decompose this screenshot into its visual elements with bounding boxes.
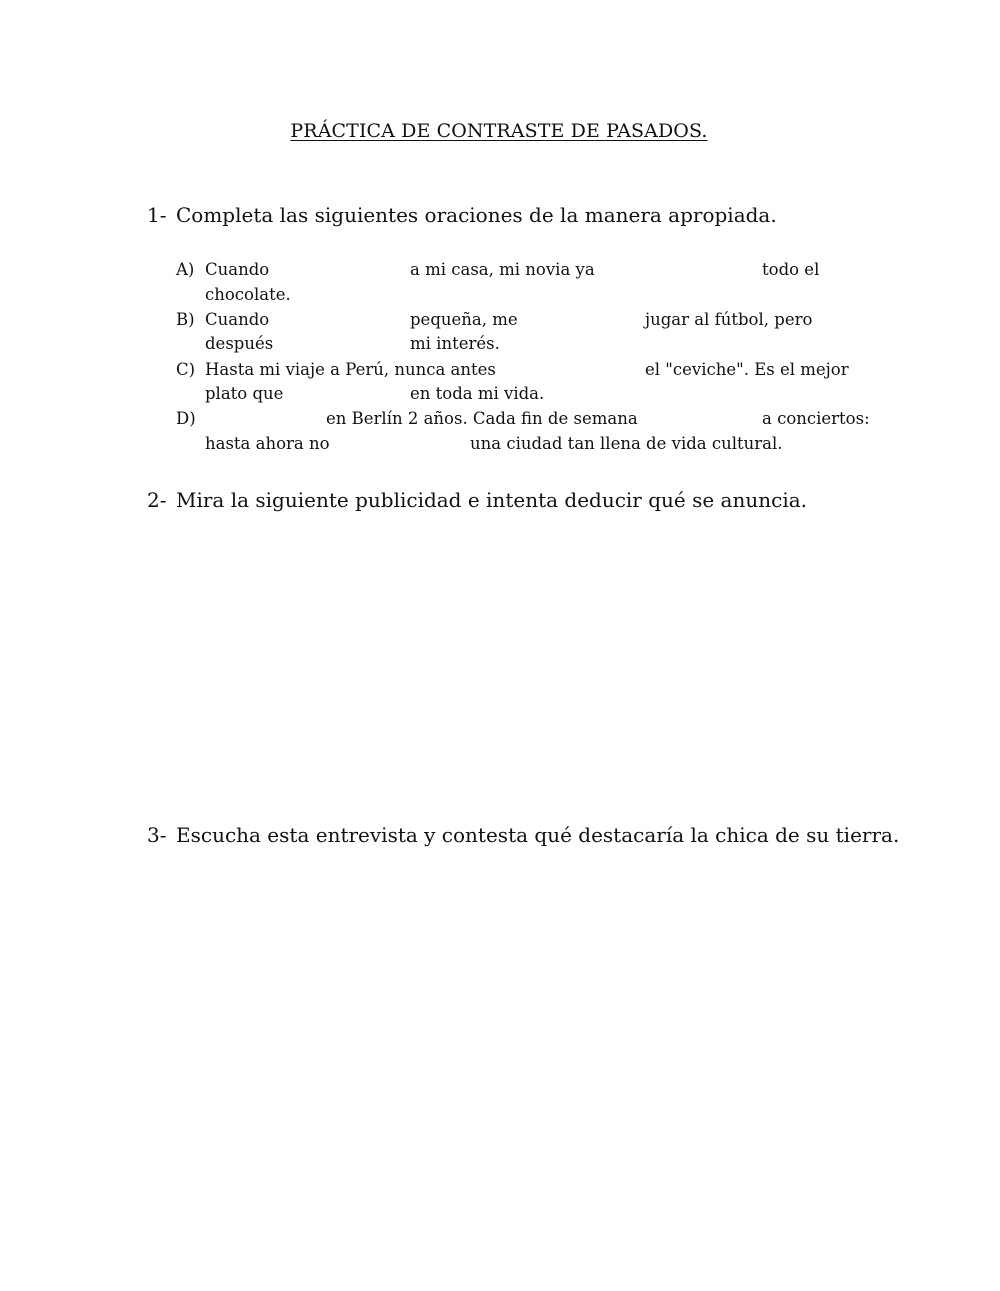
question-1 <box>147 203 777 227</box>
item-marker-d: D) <box>176 409 196 428</box>
item-a-text: a mi casa, mi novia ya <box>410 260 595 279</box>
item-d-text: hasta ahora no <box>205 434 330 453</box>
question-text: Mira la siguiente publicidad e intenta deducir qué se anuncia. <box>176 488 808 512</box>
item-d-text: en Berlín 2 años. Cada fin de semana <box>326 409 638 428</box>
item-b-text: Cuando <box>205 310 270 329</box>
question-number: 1- <box>147 203 167 227</box>
question-number: 2- <box>147 488 167 512</box>
item-c-text: el "ceviche". Es el mejor <box>645 360 849 379</box>
item-a-text: todo el <box>762 260 820 279</box>
item-b-text: jugar al fútbol, pero <box>645 310 813 329</box>
question-3 <box>147 823 899 847</box>
question-text: Completa las siguientes oraciones de la manera apropiada. <box>176 203 777 227</box>
item-d-text: a conciertos: <box>762 409 870 428</box>
item-b-text: después <box>205 334 274 353</box>
question-number: 3- <box>147 823 167 847</box>
item-a-text: Cuando <box>205 260 270 279</box>
item-c-text: en toda mi vida. <box>410 384 545 403</box>
item-b-text: pequeña, me <box>410 310 518 329</box>
item-marker-c: C) <box>176 360 196 379</box>
item-a-text: chocolate. <box>205 285 291 304</box>
item-c-text: Hasta mi viaje a Perú, nunca antes <box>205 360 496 379</box>
item-marker-a: A) <box>176 260 195 279</box>
item-d-text: una ciudad tan llena de vida cultural. <box>470 434 783 453</box>
item-b-text: mi interés. <box>410 334 500 353</box>
item-c-text: plato que <box>205 384 284 403</box>
question-2 <box>147 488 807 512</box>
page-title: PRÁCTICA DE CONTRASTE DE PASADOS. <box>290 120 708 142</box>
question-text: Escucha esta entrevista y contesta qué destacaría la chica de su tierra. <box>176 823 900 847</box>
item-marker-b: B) <box>176 310 195 329</box>
